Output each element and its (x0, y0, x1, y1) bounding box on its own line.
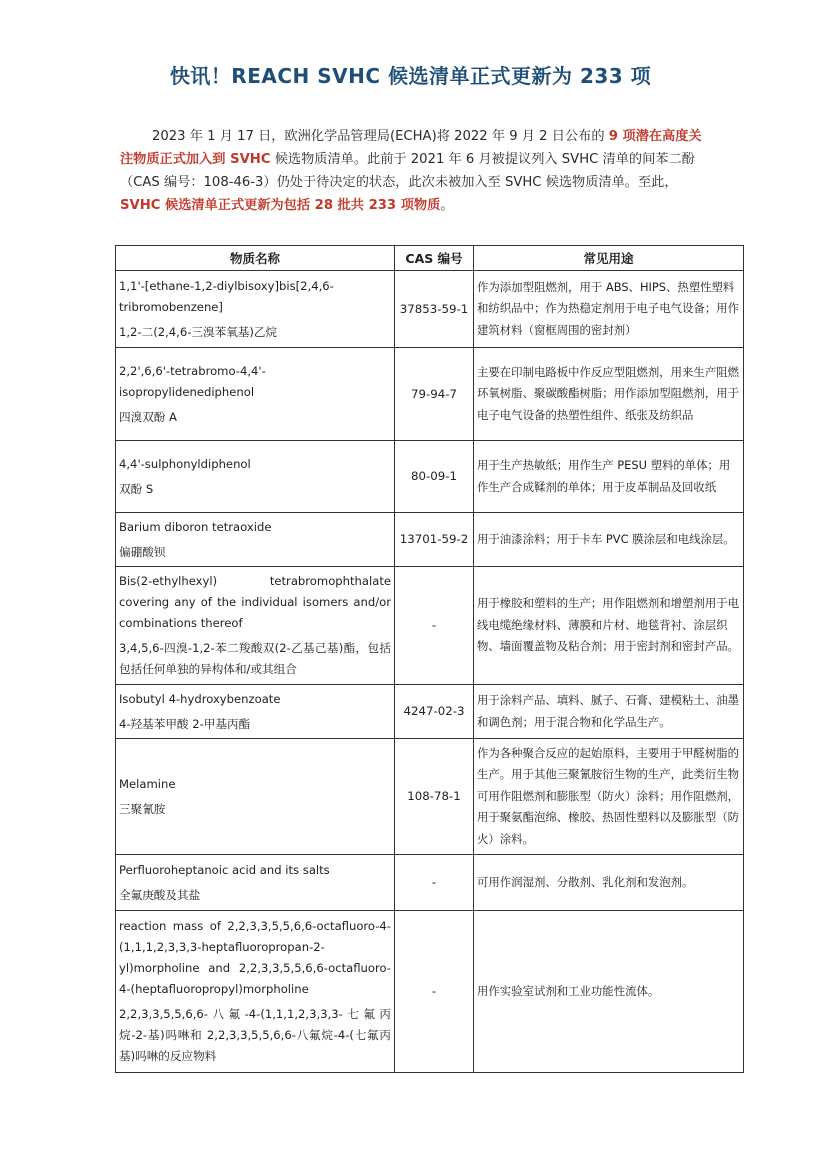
table-header-row (116, 246, 744, 271)
cas-number-cell: 37853-59-1 (395, 271, 474, 348)
cas-number-cell: - (395, 567, 474, 685)
common-use-cell: 用于油漆涂料；用于卡车 PVC 膜涂层和电线涂层。 (474, 513, 744, 567)
substance-english-name: Bis(2-ethylhexyl) tetrabromophthalate covering any of the individual isomers and/or combinations thereof (119, 574, 391, 630)
svhc-substance-table (115, 245, 744, 1073)
table-row (116, 739, 744, 855)
common-use-cell: 用于橡胶和塑料的生产；用作阻燃剂和增塑剂用于电线电缆绝缘材料、薄膜和片材、地毯背衬、涂层织物、墙面覆盖物及粘合剂；用于密封剂和密封产品。 (474, 567, 744, 685)
common-use-cell: 用作实验室试剂和工业功能性流体。 (474, 911, 744, 1073)
common-use-cell: 可用作润湿剂、分散剂、乳化剂和发泡剂。 (474, 855, 744, 911)
table-row (116, 513, 744, 567)
cas-number-cell: 80-09-1 (395, 441, 474, 513)
substance-name-cell (116, 855, 395, 911)
common-use-cell: 主要在印制电路板中作反应型阻燃剂，用来生产阻燃环氧树脂、聚碳酸酯树脂；用作添加型阻燃剂，用于电子电气设备的热塑性组件、纸张及纺织品 (474, 348, 744, 441)
intro-text-3: 。 (440, 198, 454, 213)
substance-english-name: Barium diboron tetraoxide (119, 519, 272, 534)
common-use-cell: 用于涂料产品、填料、腻子、石膏、建模粘土、油墨和调色剂；用于混合物和化学品生产。 (474, 685, 744, 739)
header-substance-name: 物质名称 (116, 246, 395, 271)
substance-english-name: 1,1'-[ethane-1,2-diylbisoxy]bis[2,4,6-tribromobenzene] (119, 278, 334, 314)
substance-chinese-name: 三聚氰胺 (119, 801, 166, 816)
substance-chinese-name: 2,2,3,3,5,5,6,6-八氟-4-(1,1,1,2,3,3,3-七氟丙烷-2-基)吗啉和 2,2,3,3,5,5,6,6-八氟烷-4-(七氟丙基)吗啉的反应物料 (119, 1007, 391, 1063)
substance-chinese-name: 4-羟基苯甲酸 2-甲基丙酯 (119, 716, 251, 731)
cas-number-cell: 108-78-1 (395, 739, 474, 855)
substance-name-cell (116, 441, 395, 513)
intro-highlight-2: SVHC 候选清单正式更新为包括 28 批共 233 项物质 (120, 198, 441, 213)
table-row (116, 567, 744, 685)
substance-chinese-name: 1,2-二(2,4,6-三溴苯氧基)乙烷 (119, 324, 278, 339)
common-use-cell: 作为添加型阻燃剂，用于 ABS、HIPS、热塑性塑料和纺织品中；作为热稳定剂用于电子电气设备；用作建筑材料（窗框周围的密封剂） (474, 271, 744, 348)
common-use-cell: 用于生产热敏纸；用作生产 PESU 塑料的单体；用作生产合成鞣剂的单体；用于皮革制品及回收纸 (474, 441, 744, 513)
table-row (116, 685, 744, 739)
table-row (116, 271, 744, 348)
table-row (116, 855, 744, 911)
page-title: 快讯！REACH SVHC 候选清单正式更新为 233 项 (169, 64, 652, 88)
table-row (116, 441, 744, 513)
header-cas-number: CAS 编号 (395, 246, 474, 271)
substance-chinese-name: 偏硼酸钡 (119, 544, 166, 559)
substance-english-name: 4,4'-sulphonyldiphenol (119, 456, 251, 471)
cas-number-cell: 79-94-7 (395, 348, 474, 441)
substance-name-cell (116, 567, 395, 685)
substance-name-cell (116, 739, 395, 855)
intro-paragraph (120, 125, 714, 217)
substance-english-name: reaction mass of 2,2,3,3,5,5,6,6-octafluoro-4-(1,1,1,2,3,3,3-heptafluoropropan-2-yl)morpholine and 2,2,3,3,5,5,6,6-octafluoro-4-(heptafluoropropyl)morpholine (119, 919, 391, 996)
table-row (116, 348, 744, 441)
intro-text-2: 候选物质清单。此前于 2021 年 6 月被提议列入 SVHC 清单的间苯二酚（CAS 编号：108-46-3）仍处于待决定的状态，此次未被加入至 SVHC 候选物质清单。至此， (120, 152, 695, 190)
cas-number-cell: - (395, 911, 474, 1073)
substance-name-cell (116, 513, 395, 567)
substance-name-cell (116, 348, 395, 441)
substance-name-cell (116, 685, 395, 739)
substance-english-name: Melamine (119, 776, 176, 791)
substance-name-cell (116, 911, 395, 1073)
substance-chinese-name: 3,4,5,6-四溴-1,2-苯二羧酸双(2-乙基己基)酯，包括包括任何单独的异构体和/或其组合 (119, 641, 391, 676)
cas-number-cell: 4247-02-3 (395, 685, 474, 739)
substance-english-name: Perfluoroheptanoic acid and its salts (119, 862, 330, 877)
common-use-cell: 作为各种聚合反应的起始原料，主要用于甲醛树脂的生产。用于其他三聚氰胺衍生物的生产，此类衍生物可用作阻燃剂和膨胀型（防火）涂料；用作阻燃剂，用于聚氨酯泡绵、橡胶、热固性塑料以及膨胀型（防火）涂料。 (474, 739, 744, 855)
substance-english-name: Isobutyl 4-hydroxybenzoate (119, 691, 281, 706)
header-common-use: 常见用途 (474, 246, 744, 271)
substance-english-name: 2,2',6,6'-tetrabromo-4,4'-isopropylidenediphenol (119, 363, 266, 399)
intro-highlight-1: 9 项潜在高度关注物质正式加入到 SVHC (120, 129, 702, 167)
intro-text-1: 2023 年 1 月 17 日，欧洲化学品管理局(ECHA)将 2022 年 9 月 2 日公布的 (152, 129, 609, 144)
cas-number-cell: - (395, 855, 474, 911)
substance-chinese-name: 四溴双酚 A (119, 409, 177, 424)
substance-chinese-name: 全氟庚酸及其盐 (119, 887, 201, 902)
substance-chinese-name: 双酚 S (119, 481, 154, 496)
cas-number-cell: 13701-59-2 (395, 513, 474, 567)
substance-name-cell (116, 271, 395, 348)
table-row (116, 911, 744, 1073)
